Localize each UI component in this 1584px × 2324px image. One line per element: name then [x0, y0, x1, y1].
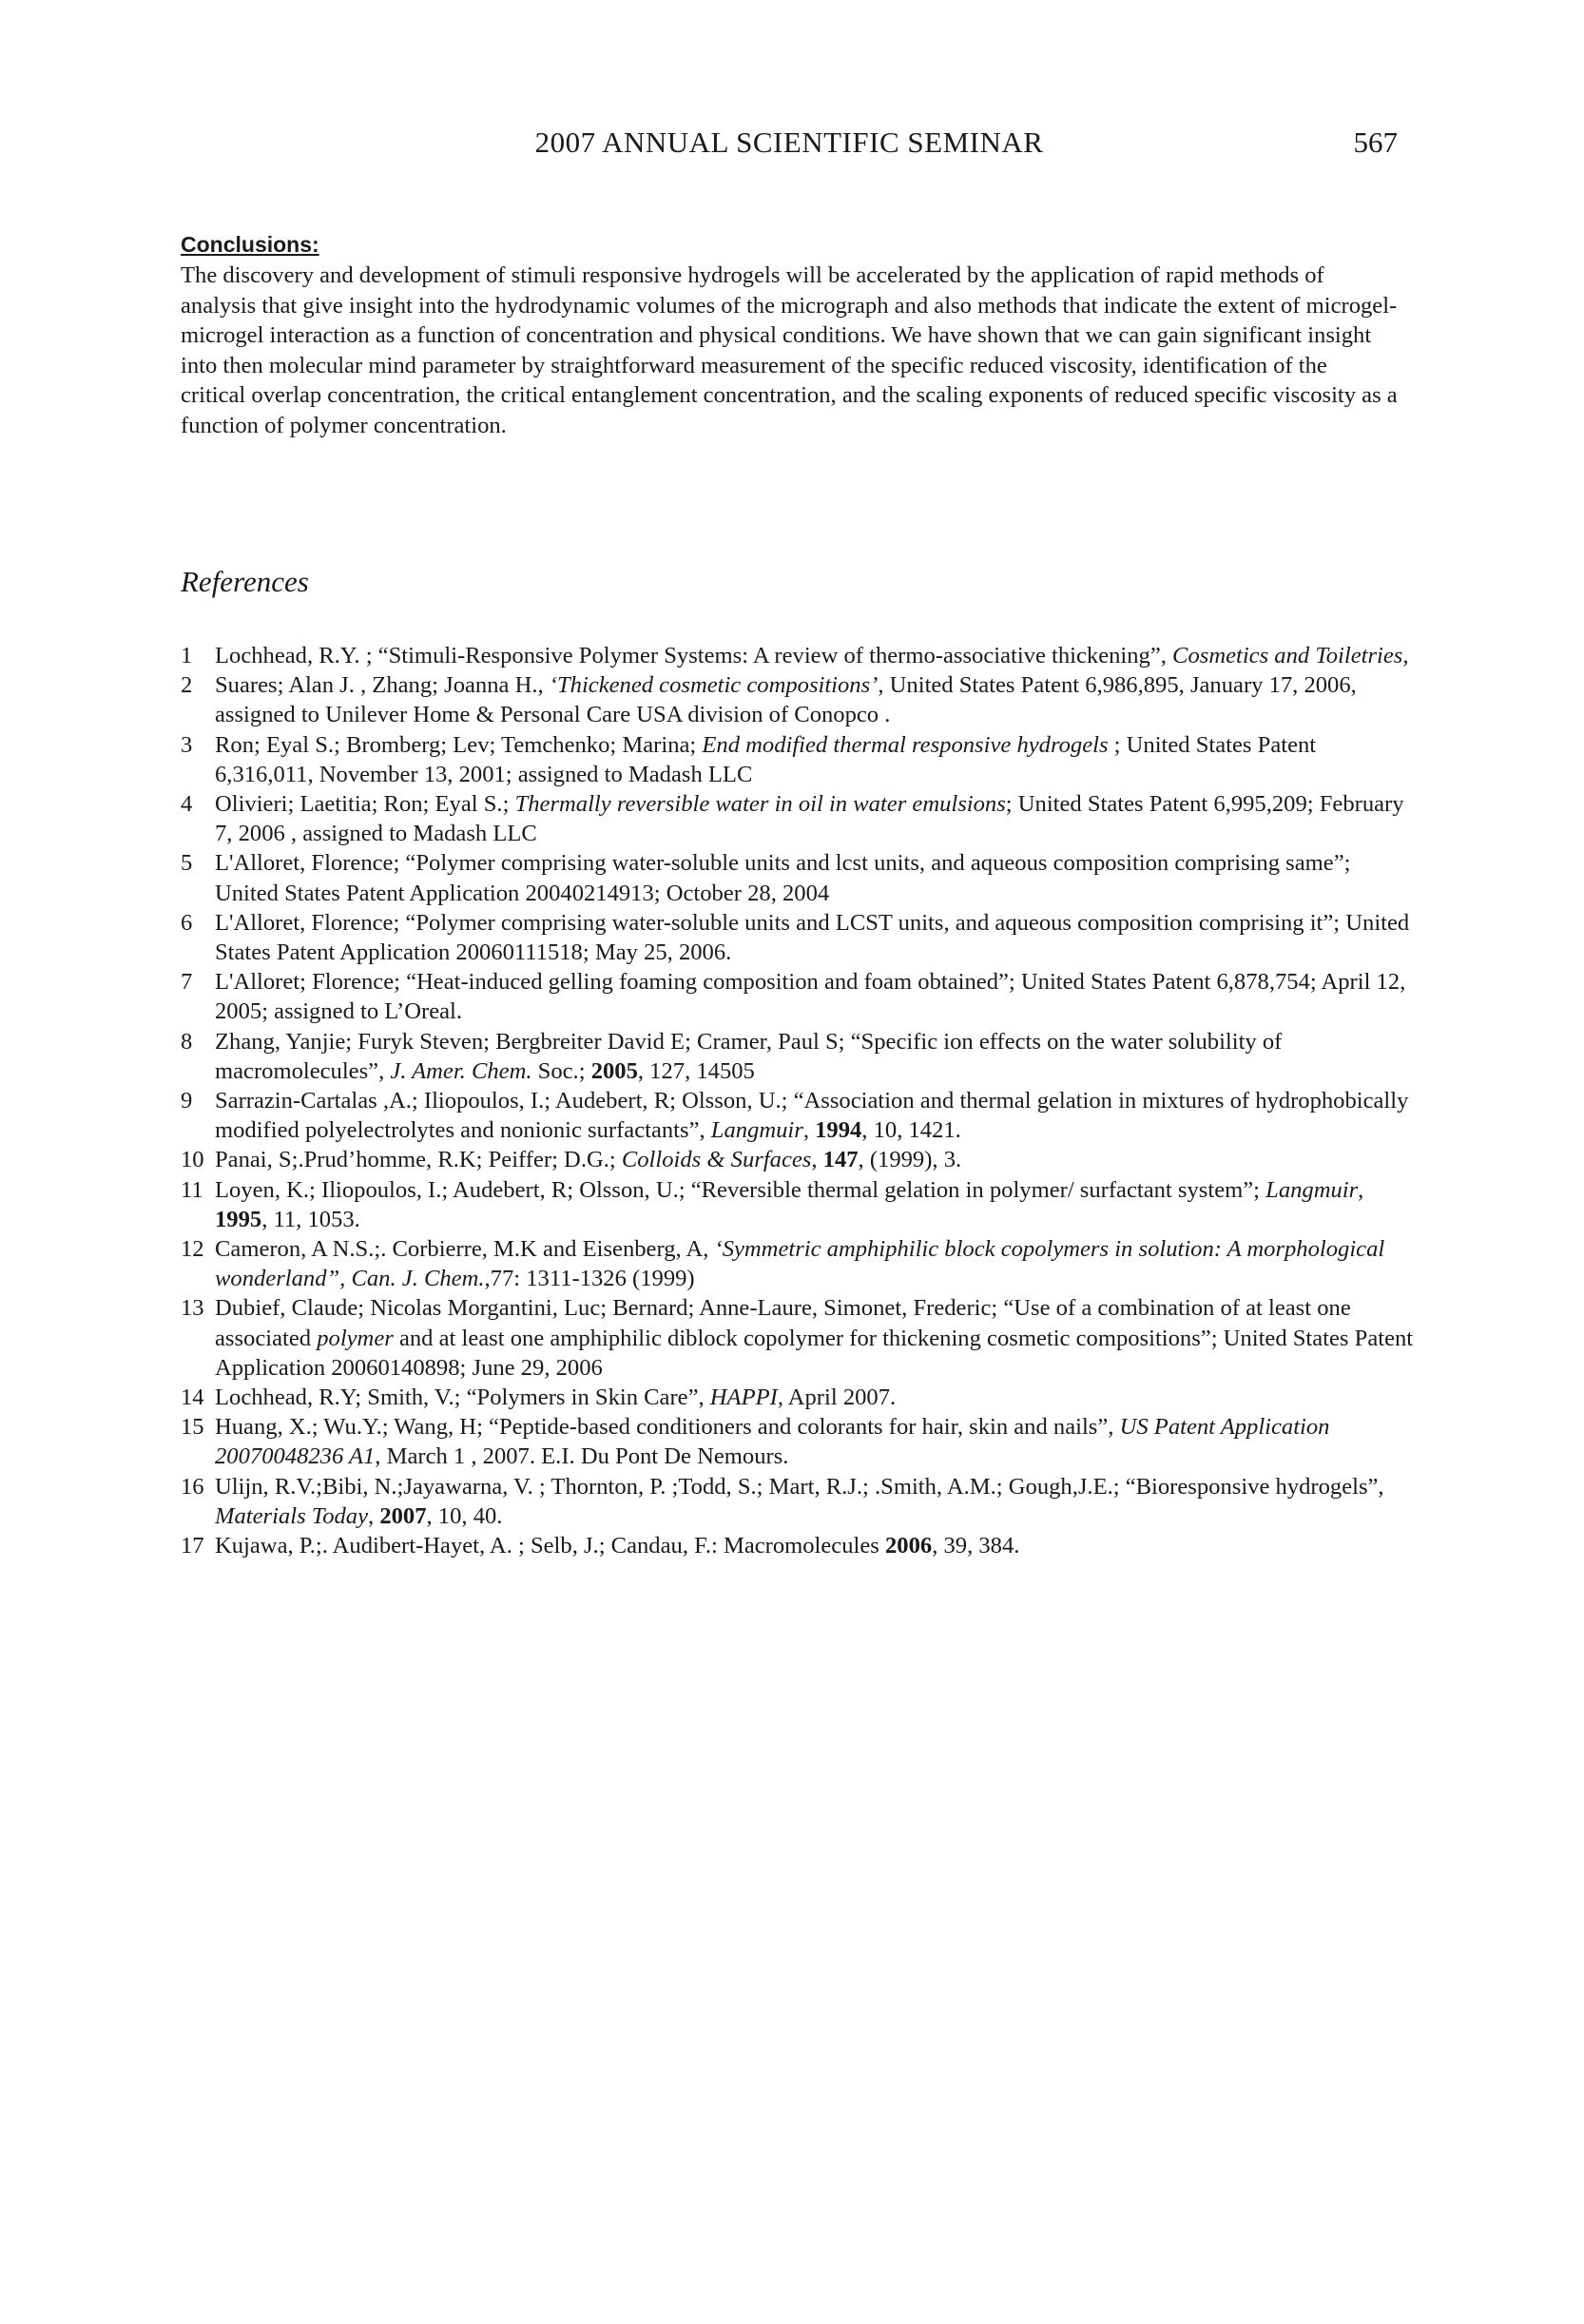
reference-list: [181, 641, 1417, 1560]
reference-item: [181, 641, 1417, 670]
reference-text: Loyen, K.; Iliopoulos, I.; Audebert, R; Olsson, U.; “Reversible thermal gelation in polymer/ surfactant system”; Langmuir, 1995, 11, 1053.: [215, 1176, 1364, 1232]
reference-number: 12: [181, 1236, 204, 1263]
page-number: 567: [1353, 126, 1398, 159]
reference-number: 17: [181, 1533, 204, 1559]
reference-item: [181, 1145, 1417, 1174]
reference-text: Olivieri; Laetitia; Ron; Eyal S.; Thermally reversible water in oil in water emulsions; United States Patent 6,995,209; February 7, 2006 , assigned to Madash LLC: [215, 791, 1404, 847]
reference-item: [181, 1531, 1417, 1560]
reference-number: 14: [181, 1385, 204, 1411]
reference-text: Zhang, Yanjie; Furyk Steven; Bergbreiter David E; Cramer, Paul S; “Specific ion effects on the water solubility of macromolecules”, J. Amer. Chem. Soc.; 2005, 127, 14505: [215, 1028, 1283, 1084]
reference-number: 15: [181, 1414, 204, 1441]
reference-item: [181, 908, 1417, 967]
reference-number: 13: [181, 1295, 204, 1322]
reference-item: [181, 1086, 1417, 1145]
reference-item: [181, 1383, 1417, 1412]
reference-text: Lochhead, R.Y; Smith, V.; “Polymers in Skin Care”, HAPPI, April 2007.: [215, 1385, 897, 1411]
reference-item: [181, 1234, 1417, 1293]
reference-item: [181, 967, 1417, 1026]
reference-text: Ron; Eyal S.; Bromberg; Lev; Temchenko; Marina; End modified thermal responsive hydrogels ; United States Patent 6,316,011, November 13, 2001; assigned to Madash LLC: [215, 731, 1317, 787]
reference-number: 4: [181, 791, 193, 818]
reference-number: 5: [181, 850, 193, 877]
reference-number: 2: [181, 672, 193, 699]
reference-item: [181, 1412, 1417, 1471]
reference-item: [181, 1472, 1417, 1531]
reference-text: L'Alloret; Florence; “Heat-induced gelling foaming composition and foam obtained”; United States Patent 6,878,754; April 12, 2005; assigned to L’Oreal.: [215, 969, 1406, 1025]
reference-text: Kujawa, P.;. Audibert-Hayet, A. ; Selb, J.; Candau, F.: Macromolecules 2006, 39, 384.: [215, 1533, 1020, 1559]
reference-item: [181, 670, 1417, 729]
reference-text: Lochhead, R.Y. ; “Stimuli-Responsive Polymer Systems: A review of thermo-associative thickening”, Cosmetics and Toiletries,: [215, 643, 1409, 668]
reference-text: Huang, X.; Wu.Y.; Wang, H; “Peptide-based conditioners and colorants for hair, skin and nails”, US Patent Application 20070048236 A1, March 1 , 2007. E.I. Du Pont De Nemours.: [215, 1414, 1330, 1470]
reference-number: 7: [181, 969, 193, 996]
reference-number: 3: [181, 731, 193, 758]
conclusions-paragraph: The discovery and development of stimuli responsive hydrogels will be accelerated by the application of rapid methods of analysis that give insight into the hydrodynamic volumes of the micrograph and also methods that indicate the extent of microgel- microgel interaction as a function of concentration and physical conditions. We have shown that we can gain significant insight into then molecular mind parameter by straightforward measurement of the specific reduced viscosity, identification of the critical overlap concentration, the critical entanglement concentration, and the scaling exponents of reduced specific viscosity as a function of polymer concentration.: [181, 262, 1398, 438]
reference-text: Panai, S;.Prud’homme, R.K; Peiffer; D.G.; Colloids & Surfaces, 147, (1999), 3.: [215, 1147, 962, 1173]
reference-item: [181, 1027, 1417, 1086]
reference-item: [181, 730, 1417, 789]
reference-number: 6: [181, 909, 193, 936]
reference-text: Suares; Alan J. , Zhang; Joanna H., ‘Thickened cosmetic compositions’, United States Patent 6,986,895, January 17, 2006, assigned to Unilever Home & Personal Care USA division of Conopco .: [215, 672, 1357, 728]
reference-text: Cameron, A N.S.;. Corbierre, M.K and Eisenberg, A, ‘Symmetric amphiphilic block copolymers in solution: A morphological wonderland”, Can. J. Chem.,77: 1311-1326 (1999): [215, 1236, 1385, 1292]
reference-text: Dubief, Claude; Nicolas Morgantini, Luc; Bernard; Anne-Laure, Simonet, Frederic; “Use of a combination of at least one associated polymer and at least one amphiphilic diblock copolymer for thickening cosmetic compositions”; United States Patent Application 20060140898; June 29, 2006: [215, 1295, 1414, 1381]
reference-item: [181, 1293, 1417, 1383]
reference-number: 10: [181, 1147, 204, 1173]
reference-item: [181, 848, 1417, 907]
reference-text: L'Alloret, Florence; “Polymer comprising water-soluble units and lcst units, and aqueous composition comprising same”; United States Patent Application 20040214913; October 28, 2004: [215, 850, 1351, 906]
conclusions-heading: Conclusions:: [181, 232, 319, 257]
reference-number: 11: [181, 1176, 203, 1203]
conclusions-section: [181, 230, 1398, 440]
references-heading: References: [181, 565, 309, 598]
reference-text: Ulijn, R.V.;Bibi, N.;Jayawarna, V. ; Thornton, P. ;Todd, S.; Mart, R.J.; .Smith, A.M.; Gough,J.E.; “Bioresponsive hydrogels”, Materials Today, 2007, 10, 40.: [215, 1473, 1384, 1529]
reference-number: 16: [181, 1473, 204, 1500]
reference-number: 9: [181, 1088, 193, 1114]
references-section: [181, 563, 1417, 1560]
running-title: 2007 ANNUAL SCIENTIFIC SEMINAR: [534, 126, 1044, 159]
reference-item: [181, 789, 1417, 848]
reference-item: [181, 1175, 1417, 1234]
reference-number: 1: [181, 643, 193, 668]
reference-text: L'Alloret, Florence; “Polymer comprising water-soluble units and LCST units, and aqueous composition comprising it”; United States Patent Application 20060111518; May 25, 2006.: [215, 909, 1410, 966]
reference-text: Sarrazin-Cartalas ,A.; Iliopoulos, I.; Audebert, R; Olsson, U.; “Association and thermal gelation in mixtures of hydrophobically modified polyelectrolytes and nonionic surfactants”, Langmuir, 1994, 10, 1421.: [215, 1088, 1409, 1144]
running-header: [181, 126, 1398, 167]
reference-number: 8: [181, 1028, 193, 1055]
